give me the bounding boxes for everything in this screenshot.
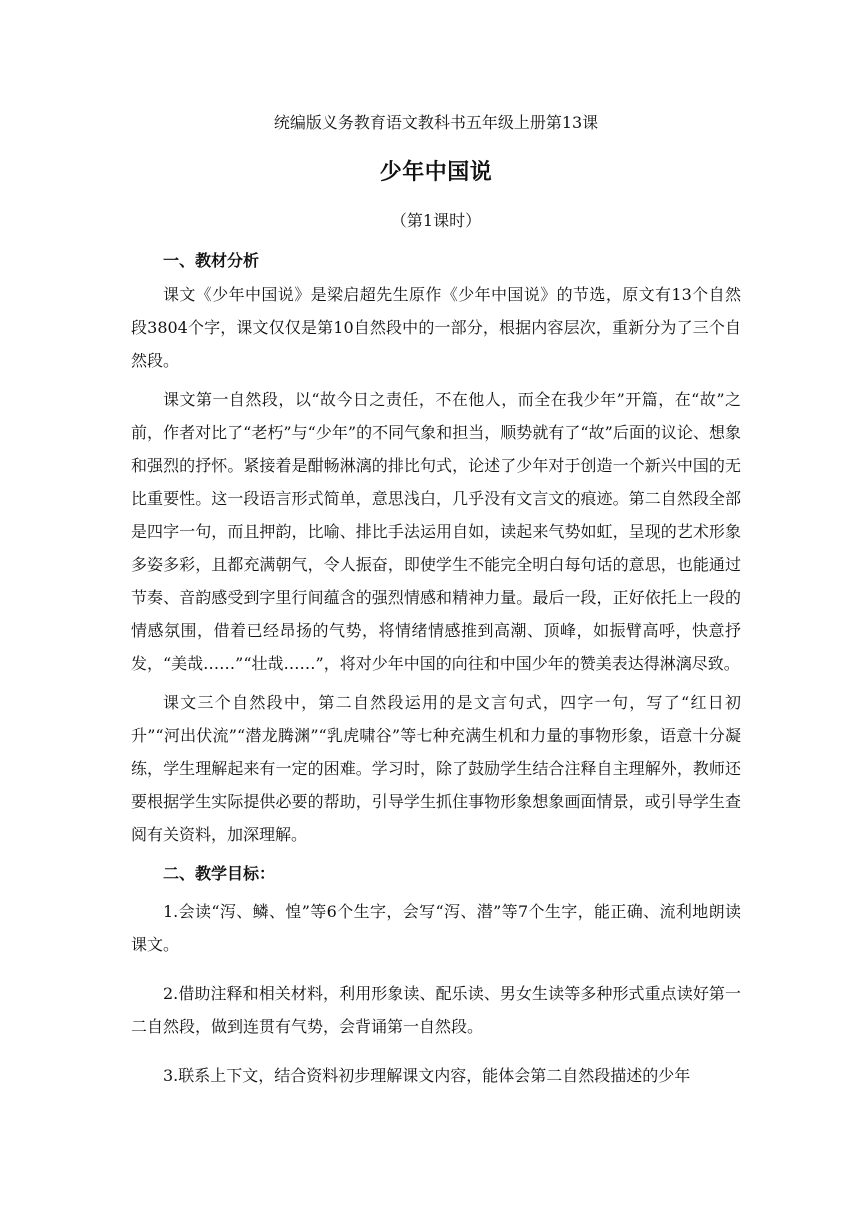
lesson-time: （第1课时） bbox=[390, 211, 482, 230]
lesson-title: 少年中国说 bbox=[379, 160, 493, 185]
teaching-goal-2: 2.借助注释和相关材料，利用形象读、配乐读、男女生读等多种形式重点读好第一二自然段，做到连贯有气势，会背诵第一自然段。 bbox=[131, 984, 741, 1036]
analysis-paragraph-3: 课文三个自然段中，第二自然段运用的是文言句式，四字一句，写了“红日初升”“河出伏流”“潜龙腾渊”“乳虎啸谷”等七种充满生机和力量的事物形象，语意十分凝练，学生理解起来有一定的困难。学习时，除了鼓励学生结合注释自主理解外，教师还要根据学生实际提供必要的帮助，引导学生抓住事物形象想象画面情景，或引导学生查阅有关资料，加深理解。 bbox=[131, 693, 741, 844]
teaching-goal-1: 1.会读“泻、鳞、惶”等6个生字，会写“泻、潜”等7个生字，能正确、流利地朗读课文。 bbox=[131, 902, 741, 954]
teaching-goal-3: 3.联系上下文，结合资料初步理解课文内容，能体会第二自然段描述的少年 bbox=[163, 1066, 691, 1085]
section-heading-material-analysis: 一、教材分析 bbox=[163, 251, 260, 270]
textbook-header: 统编版义务教育语文教科书五年级上册第13课 bbox=[273, 113, 599, 132]
analysis-paragraph-1: 课文《少年中国说》是梁启超先生原作《少年中国说》的节选，原文有13个自然段3804个字，课文仅仅是第10自然段中的一部分，根据内容层次，重新分为了三个自然段。 bbox=[131, 285, 741, 370]
analysis-paragraph-2: 课文第一自然段，以“故今日之责任，不在他人，而全在我少年”开篇，在“故”之前，作者对比了“老朽”与“少年”的不同气象和担当，顺势就有了“故”后面的议论、想象和强烈的抒怀。紧接着是酣畅淋漓的排比句式，论述了少年对于创造一个新兴中国的无比重要性。这一段语言形式简单，意思浅白，几乎没有文言文的痕迹。第二自然段全部是四字一句，而且押韵，比喻、排比手法运用自如，读起来气势如虹，呈现的艺术形象多姿多彩，且都充满朝气，令人振奋，即使学生不能完全明白每句话的意思，也能通过节奏、音韵感受到字里行间蕴含的强烈情感和精神力量。最后一段，正好依托上一段的情感氛围，借着已经昂扬的气势，将情绪情感推到高潮、顶峰，如振臂高呼，快意抒发，“美哉……”“壮哉……”，将对少年中国的向往和中国少年的赞美表达得淋漓尽致。 bbox=[131, 390, 741, 673]
document-body bbox=[131, 104, 741, 1108]
section-heading-teaching-goals: 二、教学目标： bbox=[163, 864, 276, 883]
